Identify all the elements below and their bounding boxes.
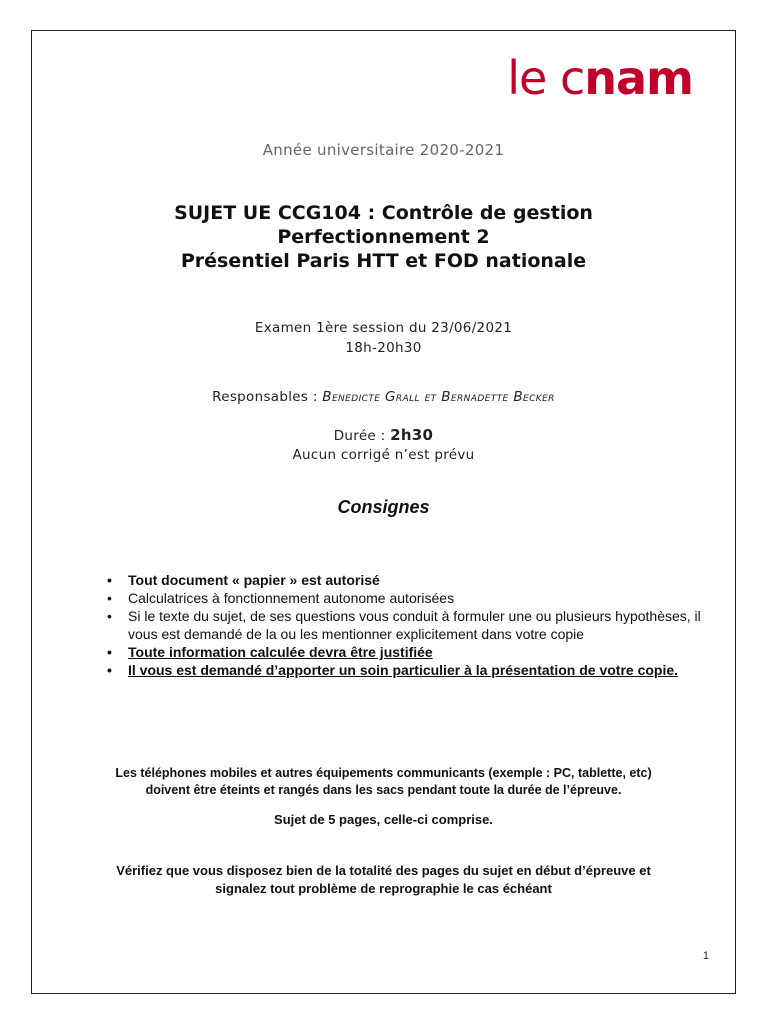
academic-year: Année universitaire 2020-2021 (262, 141, 505, 159)
list-item (105, 661, 705, 679)
responsables-label: Responsables : (212, 389, 323, 405)
duration-label: Durée : (333, 428, 391, 444)
list-item (105, 589, 705, 607)
list-item (105, 571, 705, 589)
notice-line-1: Les téléphones mobiles et autres équipements communicants (exemple : PC, tablette, etc) (115, 766, 652, 780)
rule-text: Il vous est demandé d’apporter un soin particulier à la présentation de votre copie. (128, 662, 679, 678)
correction-note: Aucun corrigé n’est prévu (292, 447, 475, 463)
exam-time: 18h-20h30 (345, 340, 422, 356)
title-line-1: SUJET UE CCG104 : Contrôle de gestion (174, 202, 593, 224)
rules-list (105, 571, 705, 679)
list-item (105, 607, 705, 643)
notice-line-2: doivent être éteints et rangés dans les sacs pendant toute la durée de l’épreuve. (145, 783, 622, 797)
responsables-names: Benedicte Grall et Bernadette Becker (322, 389, 555, 405)
verify-notice (32, 862, 735, 898)
duration-value: 2h30 (390, 426, 434, 444)
bullet-icon: • (107, 572, 112, 588)
exam-session-block (32, 318, 735, 358)
list-item (105, 643, 705, 661)
rule-text: Calculatrices à fonctionnement autonome autorisées (128, 590, 455, 606)
page-number: 1 (702, 950, 709, 962)
bullet-icon: • (107, 590, 112, 606)
bullet-icon: • (107, 608, 112, 624)
bullet-icon: • (107, 644, 112, 660)
title-line-3: Présentiel Paris HTT et FOD nationale (180, 250, 587, 272)
rule-text: Tout document « papier » est autorisé (128, 572, 380, 588)
duration-line (32, 426, 735, 446)
cnam-logo (507, 51, 693, 105)
exam-session: Examen 1ère session du 23/06/2021 (254, 320, 513, 336)
logo-text-bold: nam (584, 51, 693, 105)
rule-text: Si le texte du sujet, de ses questions vous conduit à formuler une ou plusieurs hypothèses, il vous est demandé de la ou les mentionner explicitement dans votre copie (128, 608, 701, 642)
title-line-2: Perfectionnement 2 (277, 226, 490, 248)
pages-note: Sujet de 5 pages, celle-ci comprise. (274, 812, 493, 827)
device-notice (32, 765, 735, 799)
duration-block (32, 426, 735, 465)
verify-line-2: signalez tout problème de reprographie le cas échéant (215, 881, 552, 896)
exam-title (32, 201, 735, 273)
page-frame (31, 30, 736, 994)
consignes-heading: Consignes (337, 497, 430, 517)
rule-text: Toute information calculée devra être justifiée (128, 644, 433, 660)
bullet-icon: • (107, 662, 112, 678)
logo-text-light: le c (507, 51, 585, 105)
verify-line-1: Vérifiez que vous disposez bien de la totalité des pages du sujet en début d’épreuve et (116, 863, 651, 878)
responsables (32, 389, 735, 405)
